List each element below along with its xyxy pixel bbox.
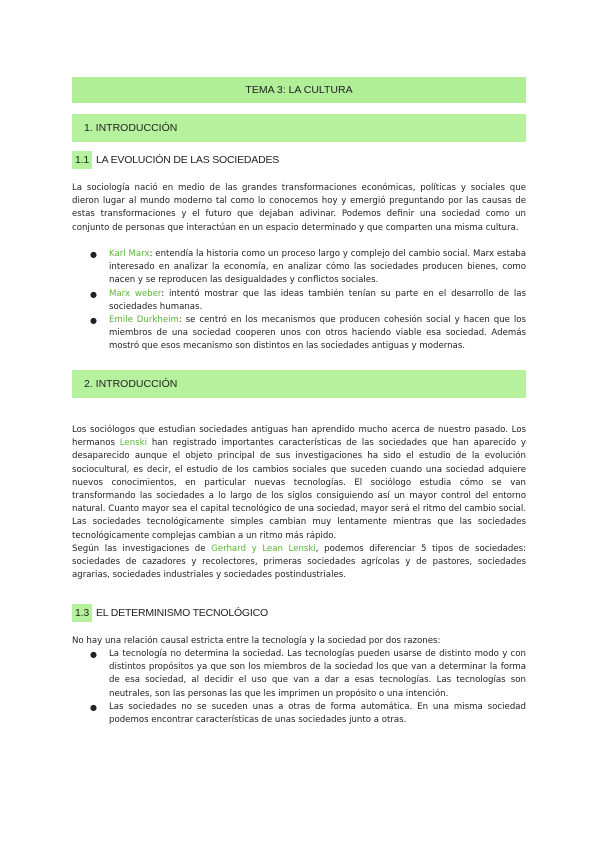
thinkers-list — [72, 248, 526, 354]
author-name: Marx weber — [109, 288, 162, 299]
list-item — [72, 314, 526, 354]
subsection-label: LA EVOLUCIÓN DE LAS SOCIEDADES — [96, 154, 280, 166]
link-gerhard-lean-lenski: Gerhard y Lean Lenski — [211, 543, 316, 554]
section-heading-introduccion-2: 2. INTRODUCCIÓN — [72, 370, 526, 398]
subsection-number: 1.1 — [72, 151, 92, 169]
list-item-text: : se centró en los mecanismos que producen cohesión social y hacen que los miembros de una sociedad cooperen unos con otros haciendo viable esa sociedad. Además mostró que esos mecanismo son distintos en las sociedades antiguas y modernas. — [109, 315, 526, 352]
bullet-icon: ● — [90, 250, 97, 259]
list-item-text: La tecnología no determina la sociedad. Las tecnologías pueden usarse de distinto modo y con distintos propósitos ya que son los miembros de la sociedad los que van a determinar la forma de esa sociedad, al decidir el uso que van a dar a esas tecnologías. Las tecnologías son neutrales, son las personas las que les imprimen un propósito o una intención. — [109, 649, 526, 699]
bullet-icon: ● — [90, 702, 97, 712]
paragraph-lenski — [72, 424, 526, 582]
bullet-icon: ● — [90, 289, 97, 299]
reasons-list — [72, 648, 526, 727]
subsection-heading-evolucion — [72, 151, 279, 169]
subsection-heading-determinismo — [72, 604, 268, 622]
subsection-number: 1.3 — [72, 604, 92, 622]
paragraph-text: Según las investigaciones de — [72, 543, 212, 554]
paragraph-text: Los sociólogos que estudian sociedades antiguas han aprendido mucho acerca de nuestro pasado. Los hermanos — [72, 425, 526, 449]
author-name: Karl Marx — [109, 249, 150, 259]
list-item-text: : entendía la historia como un proceso largo y complejo del cambio social. Marx estaba interesado en analizar la economía, en analizar cómo las sociedades producen bienes, como nacen y se reproducen las desigualdades y conflictos sociales. — [109, 249, 526, 286]
subsection-label: EL DETERMINISMO TECNOLÓGICO — [96, 607, 268, 619]
list-item — [72, 701, 526, 727]
paragraph-relacion-causal: No hay una relación causal estricta entre la tecnología y la sociedad por dos razones: — [72, 636, 441, 646]
paragraph-text: , podemos diferenciar 5 tipos de sociedades: sociedades de cazadores y recolectores, primeras sociedades agrícolas y de pastores, sociedades agrarias, sociedades industriales y sociedades postindustriales. — [72, 543, 526, 581]
paragraph-sociologia: La sociología nació en medio de las grandes transformaciones económicas, políticas y sociales que dieron lugar al mundo moderno tal como lo conocemos hoy y emergió preguntando por las causas de estas transformaciones y el futuro que dejaban adivinar. Podemos definir una sociedad como un conjunto de personas que interactúan en un espacio determinado y que comparten una misma cultura. — [72, 183, 526, 233]
paragraph-text: han registrado importantes características de las sociedades que han aparecido y desaparecido aunque el objeto principal de sus investigaciones ha sido el estudio de la evolución sociocultural, es decir, el estudio de los cambios sociales que suceden cuando una sociedad adquiere nuevos conocimientos, en particular nuevas tecnologías. El sociólogo estudia cómo se van transformando las sociedades a lo largo de los siglos consiguiendo así un mayor control del entorno natural. Cuanto mayor sea el capital tecnológico de una sociedad, mayor será el ritmo del cambio social. Las sociedades tecnológicamente simples cambian muy lentamente mientras que las sociedades tecnológicamente complejas cambian a un ritmo más rápido. — [72, 438, 527, 541]
list-item-text: Las sociedades no se suceden unas a otras de forma automática. En una misma sociedad podemos encontrar características de unas sociedades junto a otras. — [109, 701, 526, 726]
list-item — [72, 648, 526, 701]
bullet-icon: ● — [90, 650, 97, 659]
bullet-icon: ● — [90, 316, 97, 326]
author-name: Emile Durkheim — [109, 315, 179, 326]
section-heading-introduccion: 1. INTRODUCCIÓN — [72, 114, 526, 142]
link-lenski: Lenski — [119, 438, 147, 449]
list-item-text: : intentó mostrar que las ideas también tenían su parte en el desarrollo de las sociedades humanas. — [109, 288, 526, 312]
list-item — [72, 288, 526, 314]
list-item — [72, 248, 526, 288]
document-title: TEMA 3: LA CULTURA — [72, 77, 526, 103]
